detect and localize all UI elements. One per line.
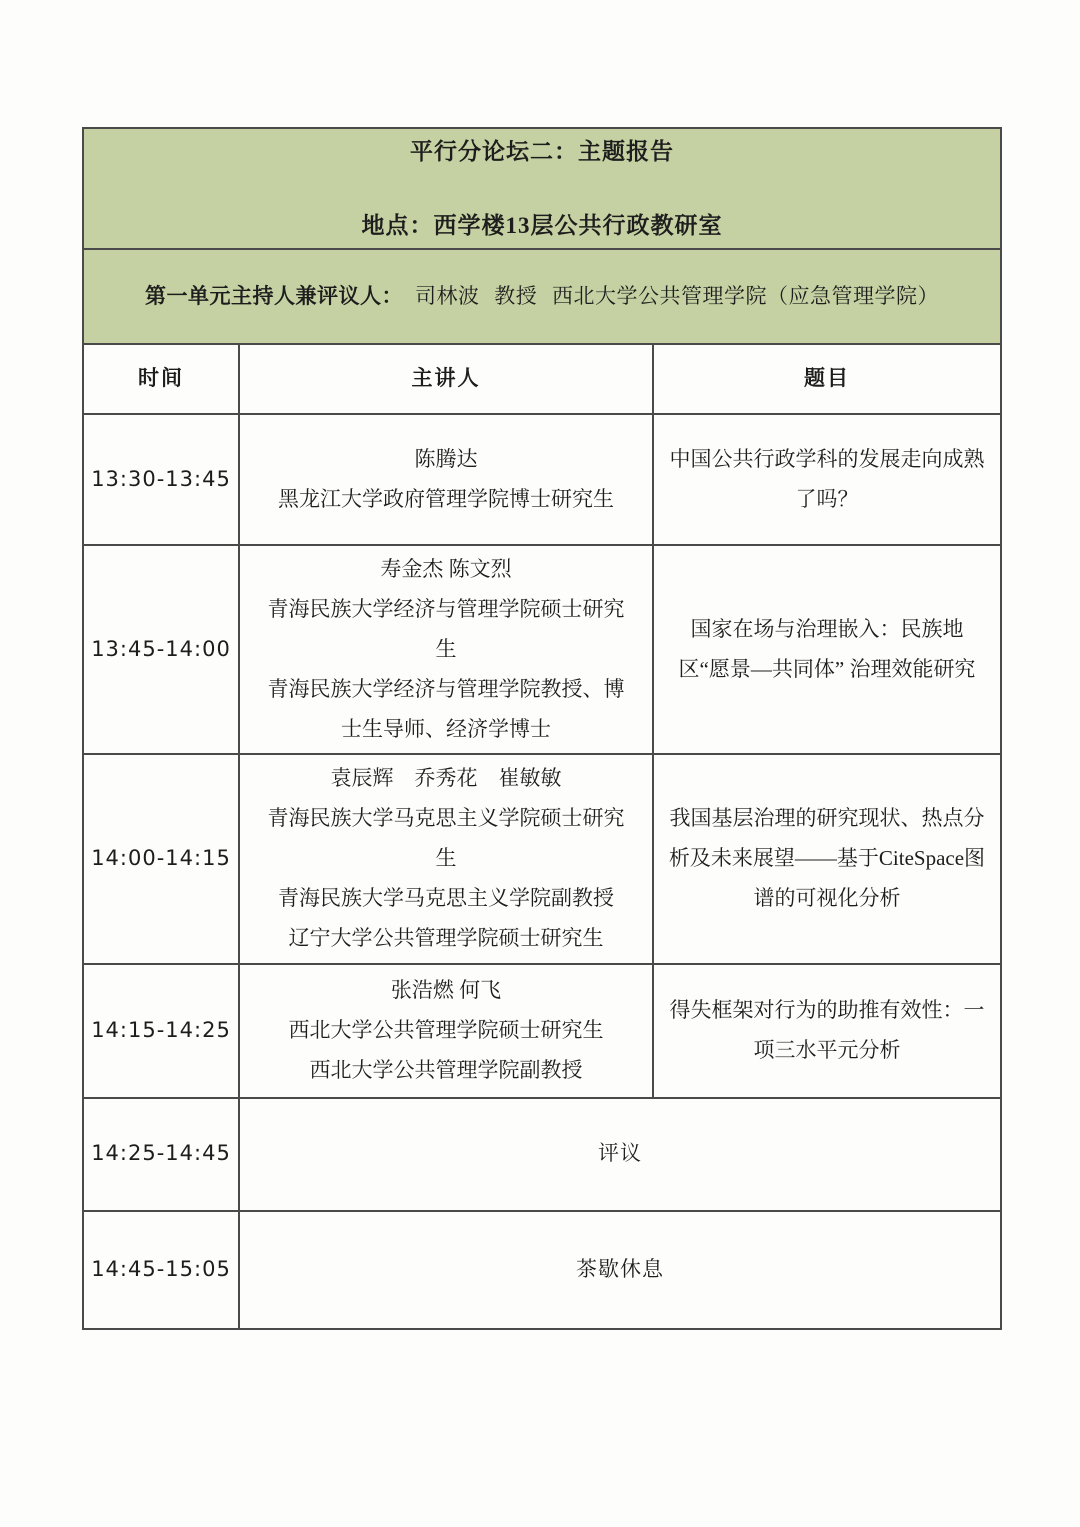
moderator-label: 第一单元主持人兼评议人： <box>145 283 403 308</box>
forum-title: 平行分论坛二：主题报告 <box>410 138 674 164</box>
speaker-affiliation: 黑龙江大学政府管理学院博士研究生 <box>278 486 614 511</box>
time-slot: 14:25-14:45 <box>83 1098 239 1211</box>
table-row <box>83 754 1001 963</box>
table-header-row <box>83 344 1001 414</box>
speaker-affiliation: 辽宁大学公共管理学院硕士研究生 <box>288 926 604 951</box>
forum-header-row <box>83 128 1001 249</box>
topic-title: 得失框架对行为的助推有效性：一项三水平元分析 <box>653 964 1001 1098</box>
time-slot: 13:45-14:00 <box>83 545 239 754</box>
topic-title: 中国公共行政学科的发展走向成熟了吗？ <box>653 414 1001 545</box>
table-row <box>83 1098 1001 1211</box>
speaker-affiliation: 西北大学公共管理学院副教授 <box>309 1057 583 1082</box>
speaker-affiliation: 青海民族大学马克思主义学院副教授 <box>278 886 614 911</box>
moderator-value: 司林波 教授 西北大学公共管理学院（应急管理学院） <box>415 283 939 308</box>
forum-header-cell <box>83 128 1001 249</box>
speaker-cell <box>239 754 653 963</box>
speaker-cell <box>239 545 653 754</box>
session-activity: 评议 <box>239 1098 1001 1211</box>
column-header-speaker: 主讲人 <box>239 344 653 414</box>
speaker-name: 寿金杰 陈文烈 <box>380 557 512 581</box>
table-row <box>83 964 1001 1098</box>
speaker-cell <box>239 964 653 1098</box>
time-slot: 14:00-14:15 <box>83 754 239 963</box>
column-header-topic: 题目 <box>653 344 1001 414</box>
time-slot: 14:45-15:05 <box>83 1211 239 1329</box>
speaker-affiliation: 青海民族大学经济与管理学院硕士研究生 <box>267 596 625 661</box>
topic-title: 我国基层治理的研究现状、热点分析及未来展望——基于CiteSpace图谱的可视化分析 <box>653 754 1001 963</box>
speaker-cell <box>239 414 653 545</box>
speaker-name: 张浩燃 何飞 <box>390 978 502 1003</box>
schedule-table <box>82 127 1002 1330</box>
speaker-name: 陈腾达 <box>414 446 478 471</box>
topic-title: 国家在场与治理嵌入：民族地区“愿景—共同体” 治理效能研究 <box>653 545 1001 754</box>
table-row <box>83 414 1001 545</box>
column-header-time: 时间 <box>83 344 239 414</box>
moderator-row <box>83 249 1001 344</box>
session-activity: 茶歇休息 <box>239 1211 1001 1329</box>
table-row <box>83 1211 1001 1329</box>
time-slot: 13:30-13:45 <box>83 414 239 545</box>
forum-location: 地点：西学楼13层公共行政教研室 <box>361 212 723 238</box>
time-slot: 14:15-14:25 <box>83 964 239 1098</box>
moderator-cell <box>83 249 1001 344</box>
speaker-affiliation: 青海民族大学经济与管理学院教授、博士生导师、经济学博士 <box>267 676 625 741</box>
speaker-name: 袁辰辉 乔秀花 崔敏敏 <box>330 766 562 791</box>
table-row <box>83 545 1001 754</box>
speaker-affiliation: 青海民族大学马克思主义学院硕士研究生 <box>267 806 625 871</box>
speaker-affiliation: 西北大学公共管理学院硕士研究生 <box>288 1017 604 1042</box>
